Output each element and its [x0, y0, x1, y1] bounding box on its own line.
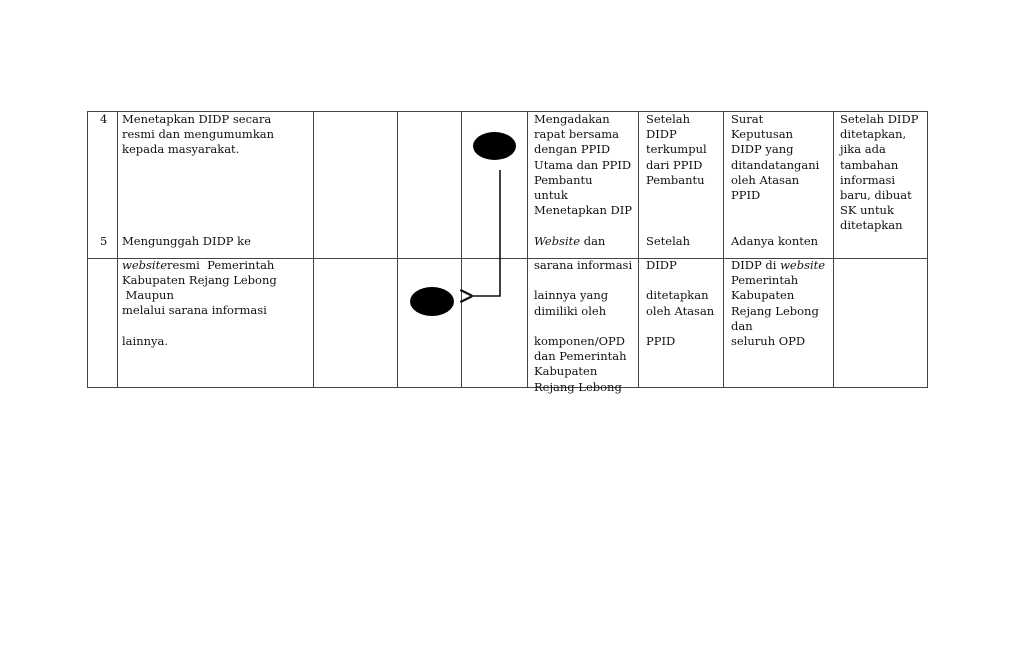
activity-cell-line1: Mengunggah DIDP ke [122, 234, 251, 248]
website-term: website [780, 258, 826, 272]
activity-text: resmi Pemerintah [167, 258, 275, 272]
website-term: Website [534, 234, 581, 248]
row-number: 4 [100, 112, 108, 126]
notes-cell: Setelah DIDP ditetapkan, jika ada tambahan informasi baru, dibuat SK untuk ditetapkan [840, 112, 919, 233]
time-cell: Setelah DIDP terkumpul dari PPID Pembantu [646, 112, 707, 187]
requirement-cell: Mengadakan rapat bersama dengan PPID Utama dan PPID Pembantu untuk Menetapkan DIP [534, 112, 633, 218]
requirement-text: dan [580, 234, 606, 248]
activity-cell-rest: Kabupaten Rejang Lebong Maupun melalui sarana informasi lainnya. [122, 273, 277, 348]
time-cell-line1: Setelah [646, 234, 691, 248]
website-term: website [122, 258, 168, 272]
output-cell: Surat Keputusan DIDP yang ditandatangani oleh Atasan PPID [731, 112, 820, 203]
output-text-rest: Pemerintah Kabupaten Rejang Lebong dan seluruh OPD [731, 273, 819, 349]
row-number: 5 [100, 234, 108, 248]
requirement-cell-continued: sarana informasi lainnya yang dimiliki oleh komponen/OPD dan Pemerintah Kabupaten Rejang Lebong [534, 258, 633, 394]
output-text: DIDP di [731, 258, 781, 272]
time-cell-continued: DIDP ditetapkan oleh Atasan PPID [646, 258, 715, 349]
activity-cell: Menetapkan DIDP secara resmi dan mengumumkan kepada masyarakat. [122, 112, 275, 157]
output-cell-line1: Adanya konten [731, 234, 819, 248]
